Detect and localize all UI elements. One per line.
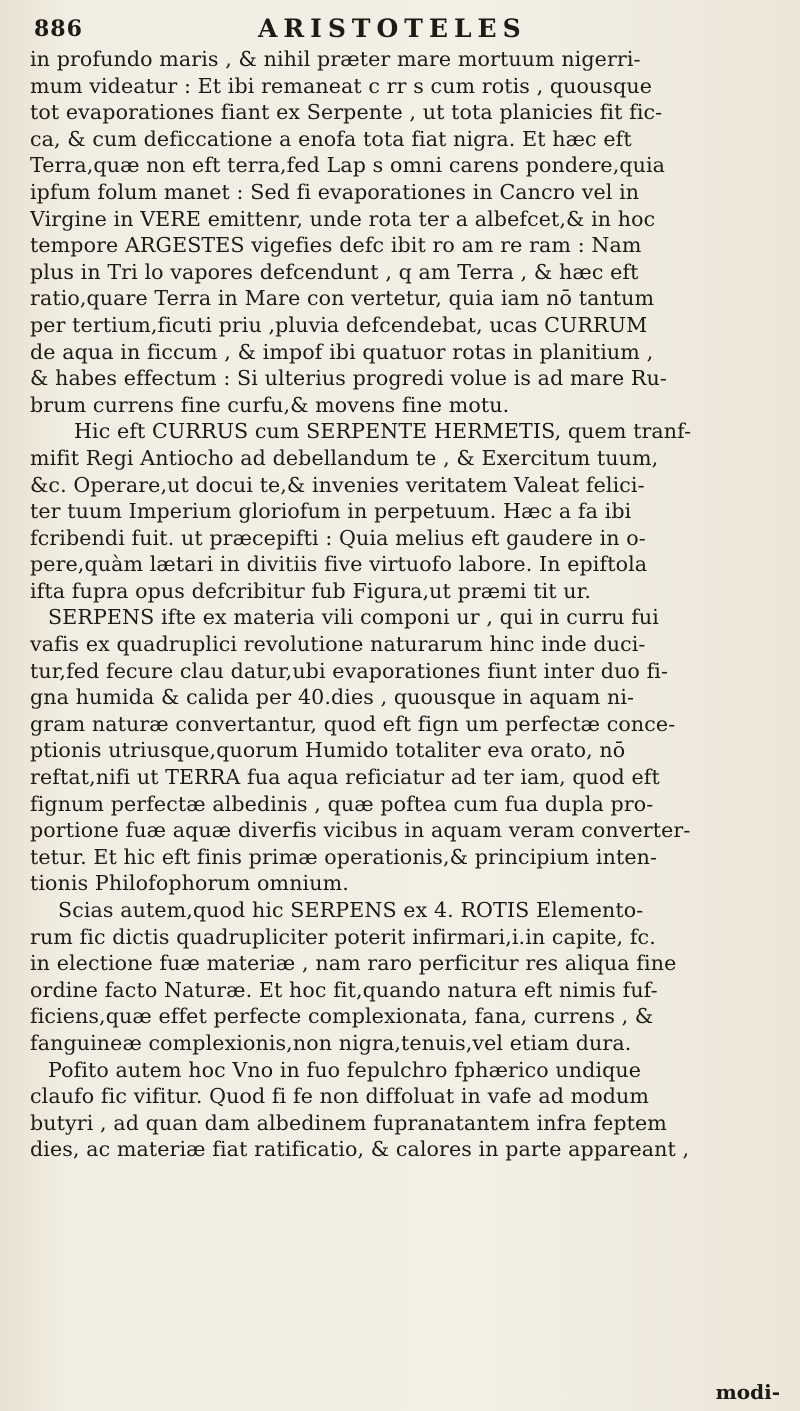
text-line: fcribendi fuit. ut præcepifti : Quia melius eft gaudere in o- <box>30 525 646 550</box>
text-line: Terra,quæ non eft terra,fed Lap s omni carens pondere,quia <box>30 153 666 178</box>
text-line: gram naturæ convertantur, quod eft fign um perfectæ conce- <box>30 711 676 736</box>
text-line: vafis ex quadruplici revolutione naturarum hinc inde duci- <box>30 632 646 657</box>
text-line: in electione fuæ materiæ , nam raro perficitur res aliqua fine <box>30 951 677 976</box>
text-line: mum videatur : Et ibi remaneat c rr s cum rotis , quousque <box>30 73 653 98</box>
running-title: ARISTOTELES <box>258 14 527 43</box>
text-line: fignum perfectæ albedinis , quæ poftea cum fua dupla pro- <box>30 791 654 816</box>
text-line: in profundo maris , & nihil præter mare mortuum nigerri- <box>30 47 641 71</box>
text-line: dies, ac materiæ fiat ratificatio, & calores in parte appareant , <box>30 1137 690 1162</box>
text-line: mifit Regi Antiocho ad debellandum te , & Exercitum tuum, <box>30 445 659 470</box>
text-line: ficiens,quæ effet perfecte complexionata, fana, currens , & <box>30 1004 654 1029</box>
text-line: tetur. Et hic eft finis primæ operationis,& principium inten- <box>30 844 658 869</box>
text-line: ifta fupra opus defcribitur fub Figura,ut præmi tit ur. <box>30 578 591 603</box>
text-line: butyri , ad quan dam albedinem fupranatantem infra feptem <box>30 1110 667 1135</box>
text-line: claufo fic vifitur. Quod fi fe non diffoluat in vafe ad modum <box>30 1084 650 1109</box>
text-line: brum currens fine curfu,& movens fine motu. <box>30 392 510 417</box>
catchword: modi- <box>715 1380 780 1404</box>
text-line: tempore ARGESTES vigefies defc ibit ro am re ram : Nam <box>30 233 642 258</box>
page-number: 886 <box>34 16 83 42</box>
text-line: ter tuum Imperium gloriofum in perpetuum. Hæc a fa ibi <box>30 499 632 524</box>
body-text <box>30 46 790 1163</box>
text-line: gna humida & calida per 40.dies , quousque in aquam ni- <box>30 685 635 710</box>
text-line: ipfum folum manet : Sed fi evaporationes in Cancro vel in <box>30 179 640 204</box>
text-line: Pofito autem hoc Vno in fuo fepulchro fphærico undique <box>48 1057 642 1082</box>
text-line: ptionis utriusque,quorum Humido totaliter eva orato, nō <box>30 738 626 763</box>
text-line: ca, & cum deficcatione a enofa tota fiat nigra. Et hæc eft <box>30 126 632 151</box>
text-line: plus in Tri lo vapores defcendunt , q am Terra , & hæc eft <box>30 259 639 284</box>
text-line: Virgine in VERE emittenr, unde rota ter a albefcet,& in hoc <box>30 206 656 231</box>
text-line: Hic eft CURRUS cum SERPENTE HERMETIS, quem tranf- <box>74 419 692 444</box>
text-line: ratio,quare Terra in Mare con vertetur, quia iam nō tantum <box>30 286 655 311</box>
text-line: rum fic dictis quadrupliciter poterit infirmari,i.in capite, fc. <box>30 924 656 949</box>
text-line: portione fuæ aquæ diverfis vicibus in aquam veram converter- <box>30 818 691 843</box>
text-line: Scias autem,quod hic SERPENS ex 4. ROTIS Elemento- <box>58 898 644 922</box>
text-line: & habes effectum : Si ulterius progredi volue is ad mare Ru- <box>30 366 667 391</box>
text-line: reftat,nifi ut TERRA fua aqua reficiatur ad ter iam, quod eft <box>30 765 660 790</box>
text-line: tur,fed fecure clau datur,ubi evaporationes fiunt inter duo fi- <box>30 658 669 683</box>
text-line: de aqua in ficcum , & impof ibi quatuor rotas in planitium , <box>30 339 654 364</box>
text-line: ordine facto Naturæ. Et hoc fit,quando natura eft nimis fuf- <box>30 977 658 1002</box>
text-line: SERPENS ifte ex materia vili componi ur , qui in curru fui <box>48 605 659 630</box>
text-line: fanguineæ complexionis,non nigra,tenuis,vel etiam dura. <box>30 1030 632 1055</box>
text-line: per tertium,ficuti priu ,pluvia defcendebat, ucas CURRUM <box>30 312 648 337</box>
text-line: &c. Operare,ut docui te,& invenies veritatem Valeat felici- <box>30 472 645 497</box>
text-line: pere,quàm lætari in divitiis five virtuofo labore. In epiftola <box>30 552 648 577</box>
text-line: tot evaporationes fiant ex Serpente , ut tota planicies fit fic- <box>30 100 663 125</box>
text-line: tionis Philofophorum omnium. <box>30 871 349 896</box>
